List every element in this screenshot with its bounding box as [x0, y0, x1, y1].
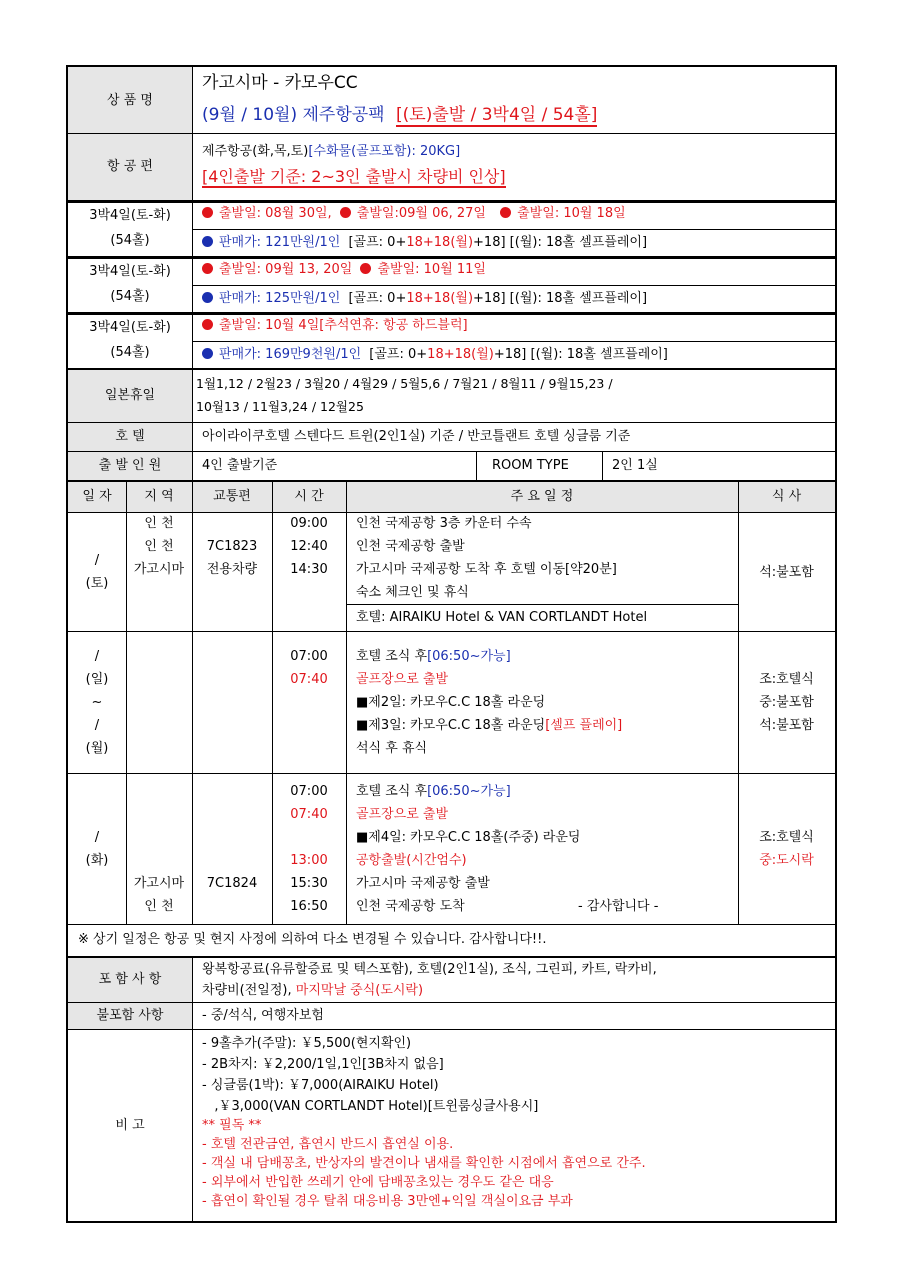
day2-schedule-4 [356, 718, 622, 734]
day1-schedule-2: 인천 국제공항 출발 [356, 539, 465, 554]
breakfast-time: [06:50~가능] [427, 784, 511, 799]
round-text: ■제3일: 카모우C.C 18홀 라운딩 [356, 718, 546, 733]
day1-time-2: 12:40 [290, 539, 328, 554]
day1-time-3: 14:30 [290, 562, 328, 577]
departure-date: 출발일: 10월 11일 [377, 262, 486, 277]
col-header-schedule: 주 요 일 정 [510, 489, 574, 504]
col-header-date: 일 자 [82, 489, 112, 504]
price: 판매가: 121만원/1인 [219, 235, 341, 250]
red-dot-icon [360, 263, 371, 274]
package-1-label: 3박4일(토-화) [89, 208, 171, 223]
day3-meal-2: 중:도시락 [759, 853, 814, 868]
departure-date: 출발일: 10월 18일 [517, 206, 626, 221]
product-months: (9월 / 10월) 제주항공팩 [202, 105, 385, 125]
holiday-line-1: 1월1,12 / 2월23 / 3월20 / 4월29 / 5월5,6 / 7월21 / 8월11 / 9월15,23 / [196, 376, 613, 391]
product-subtitle [202, 103, 597, 127]
room-type-value: 2인 1실 [612, 458, 658, 473]
col-header-transport: 교통편 [213, 489, 251, 504]
included-label: 포 함 사 항 [98, 972, 162, 987]
day3-region-2: 인 천 [144, 899, 174, 914]
remark-red-5: - 흡연이 확인될 경우 탈취 대응비용 3만엔+익일 객실이요금 부과 [202, 1194, 573, 1209]
day1-transport-2: 전용차량 [206, 562, 258, 577]
remark-red-4: - 외부에서 반입한 쓰레기 안에 담배꽁초있는 경우도 같은 대응 [202, 1175, 554, 1190]
day3-weekday: (화) [85, 853, 109, 868]
day2-time-1: 07:00 [290, 649, 328, 664]
holiday-label: 일본휴일 [104, 388, 156, 403]
blue-dot-icon [202, 292, 213, 303]
package-2-label: 3박4일(토-화) [89, 264, 171, 279]
included-line-2 [202, 983, 423, 999]
col-header-region: 지 역 [144, 489, 174, 504]
departure-date: 출발일: 10월 4일[추석연휴: 항공 하드블럭] [219, 318, 468, 333]
remarks-label: 비 고 [115, 1118, 145, 1133]
day3-schedule-1 [356, 784, 511, 800]
remark-line-1: - 9홀추가(주말): ￥5,500(현지확인) [202, 1036, 412, 1051]
package-1-departures [202, 206, 626, 222]
day3-schedule-4: 공항출발(시간엄수) [356, 853, 467, 868]
flight-carrier: 제주항공(화,목,토) [202, 144, 309, 159]
day3-schedule-2: 골프장으로 출발 [356, 807, 449, 822]
excluded-label: 불포함 사항 [96, 1008, 164, 1023]
golf-c: +18] [(월): 18홀 셀프플레이] [473, 291, 648, 306]
red-dot-icon [500, 207, 511, 218]
day1-meal: 석:불포함 [759, 565, 814, 580]
day2-time-2: 07:40 [290, 672, 328, 687]
day1-schedule-3: 가고시마 국제공항 도착 후 호텔 이동[약20분] [356, 562, 617, 577]
package-2-price [202, 291, 647, 307]
day1-region-2: 인 천 [144, 539, 174, 554]
golf-c: +18] [(월): 18홀 셀프플레이] [493, 347, 668, 362]
pax-value: 4인 출발기준 [202, 458, 278, 473]
golf-a: [골프: 0+ [348, 235, 407, 250]
day3-transport: 7C1824 [206, 876, 258, 891]
package-3-holes: (54홀) [110, 345, 150, 360]
day1-schedule-1: 인천 국제공항 3층 카운터 수속 [356, 516, 532, 531]
day1-weekday: (토) [85, 576, 109, 591]
flight-notice [202, 166, 506, 188]
blue-dot-icon [202, 236, 213, 247]
remark-red-3: - 객실 내 담배꽁초, 반상자의 발견이나 냄새를 확인한 시점에서 흡연으로 간주. [202, 1156, 646, 1171]
day3-schedule-6: 인천 국제공항 도착 [356, 899, 465, 914]
day3-schedule-5: 가고시마 국제공항 출발 [356, 876, 490, 891]
day2-date-2: (일) [85, 672, 109, 687]
remark-line-4: ,￥3,000(VAN CORTLANDT Hotel)[트윈룸싱글사용시] [202, 1099, 539, 1114]
golf-b: 18+18(월) [406, 291, 474, 306]
flight-notice-text: [4인출발 기준: 2~3인 출발시 차량비 인상] [202, 167, 506, 186]
flight-info [202, 144, 460, 160]
day3-time-1: 07:00 [290, 784, 328, 799]
price: 판매가: 169만9천원/1인 [219, 347, 362, 362]
package-1-price [202, 235, 647, 251]
self-play: [셀프 플레이] [545, 718, 623, 733]
hotel-label: 호 텔 [115, 429, 145, 444]
excluded-value: - 중/석식, 여행자보험 [202, 1008, 324, 1023]
day1-hotel: 호텔: AIRAIKU Hotel & VAN CORTLANDT Hotel [356, 610, 648, 625]
golf-a: [골프: 0+ [369, 347, 428, 362]
day3-time-2: 07:40 [290, 807, 328, 822]
day2-schedule-2: 골프장으로 출발 [356, 672, 449, 687]
col-header-meal: 식 사 [771, 489, 802, 504]
day1-date-slash: / [94, 553, 100, 568]
day2-date-3: ~ [91, 695, 103, 710]
day3-date-slash: / [94, 830, 100, 845]
day2-schedule-5: 석식 후 휴식 [356, 741, 428, 756]
golf-a: [골프: 0+ [348, 291, 407, 306]
day3-schedule-3: ■제4일: 카모우C.C 18홀(주중) 라운딩 [356, 830, 581, 845]
included-line-1: 왕복항공료(유류할증료 및 텍스포함), 호텔(2인1실), 조식, 그린피, 카트, 락카비, [202, 962, 657, 977]
day1-schedule-4: 숙소 체크인 및 휴식 [356, 585, 469, 600]
breakfast-text: 호텔 조식 후 [356, 784, 428, 799]
day2-date-5: (월) [85, 741, 109, 756]
package-3-departures [202, 318, 468, 334]
golf-b: 18+18(월) [406, 235, 474, 250]
red-dot-icon [340, 207, 351, 218]
day3-time-4: 15:30 [290, 876, 328, 891]
remark-red-1: ** 필독 ** [202, 1118, 262, 1133]
day2-schedule-1 [356, 649, 511, 665]
room-type-label: ROOM TYPE [492, 458, 569, 473]
day2-meal-2: 중:불포함 [759, 695, 814, 710]
departure-date: 출발일: 09월 13, 20일 [219, 262, 353, 277]
product-schedule: [(토)출발 / 3박4일 / 54홀] [396, 105, 598, 125]
day2-date-4: / [94, 718, 100, 733]
day3-thanks: - 감사합니다 - [578, 899, 659, 914]
day2-date-1: / [94, 649, 100, 664]
flight-label: 항 공 편 [107, 159, 153, 174]
package-3-price [202, 347, 668, 363]
departure-date: 출발일:09월 06, 27일 [356, 206, 486, 221]
day1-region-3: 가고시마 [133, 562, 185, 577]
product-label: 상 품 명 [107, 93, 153, 108]
day2-meal-3: 석:불포함 [759, 718, 814, 733]
breakfast-text: 호텔 조식 후 [356, 649, 428, 664]
golf-c: +18] [(월): 18홀 셀프플레이] [473, 235, 648, 250]
day2-meal-1: 조:호텔식 [759, 672, 814, 687]
remark-red-2: - 호텔 전관금연, 흡연시 반드시 흡연실 이용. [202, 1137, 454, 1152]
red-dot-icon [202, 207, 213, 218]
package-3-label: 3박4일(토-화) [89, 320, 171, 335]
pax-label: 출 발 인 원 [98, 458, 162, 473]
day3-region-1: 가고시마 [133, 876, 185, 891]
schedule-notice: ※ 상기 일정은 항공 및 현지 사정에 의하여 다소 변경될 수 있습니다. 감사합니다!!. [78, 932, 547, 947]
package-1-holes: (54홀) [110, 233, 150, 248]
hotel-value: 아이라이쿠호텔 스텐다드 트윈(2인1실) 기준 / 반코틀랜트 호텔 싱글룸 기준 [202, 429, 631, 444]
blue-dot-icon [202, 348, 213, 359]
product-name: 가고시마 - 카모우CC [202, 73, 358, 93]
remark-line-3: - 싱글룸(1박): ￥7,000(AIRAIKU Hotel) [202, 1078, 439, 1093]
day3-time-3: 13:00 [290, 853, 328, 868]
day3-time-5: 16:50 [290, 899, 328, 914]
red-dot-icon [202, 263, 213, 274]
day3-meal-1: 조:호텔식 [759, 830, 814, 845]
price: 판매가: 125만원/1인 [219, 291, 341, 306]
remark-line-2: - 2B차지: ￥2,200/1일,1인[3B차지 없음] [202, 1057, 444, 1072]
red-dot-icon [202, 319, 213, 330]
day1-time-1: 09:00 [290, 516, 328, 531]
holiday-line-2: 10월13 / 11월3,24 / 12월25 [196, 399, 364, 414]
day1-region-1: 인 천 [144, 516, 174, 531]
included-vehicle: 차량비(전일정), [202, 983, 296, 998]
included-lunch: 마지막날 중식(도시락) [295, 983, 424, 998]
col-header-time: 시 간 [294, 489, 324, 504]
day2-schedule-3: ■제2일: 카모우C.C 18홀 라운딩 [356, 695, 546, 710]
flight-baggage: [수화물(골프포함): 20KG] [308, 144, 461, 159]
departure-date: 출발일: 08월 30일, [219, 206, 332, 221]
golf-b: 18+18(월) [427, 347, 494, 362]
day1-transport-1: 7C1823 [206, 539, 258, 554]
package-2-holes: (54홀) [110, 289, 150, 304]
package-2-departures [202, 262, 486, 278]
breakfast-time: [06:50~가능] [427, 649, 511, 664]
